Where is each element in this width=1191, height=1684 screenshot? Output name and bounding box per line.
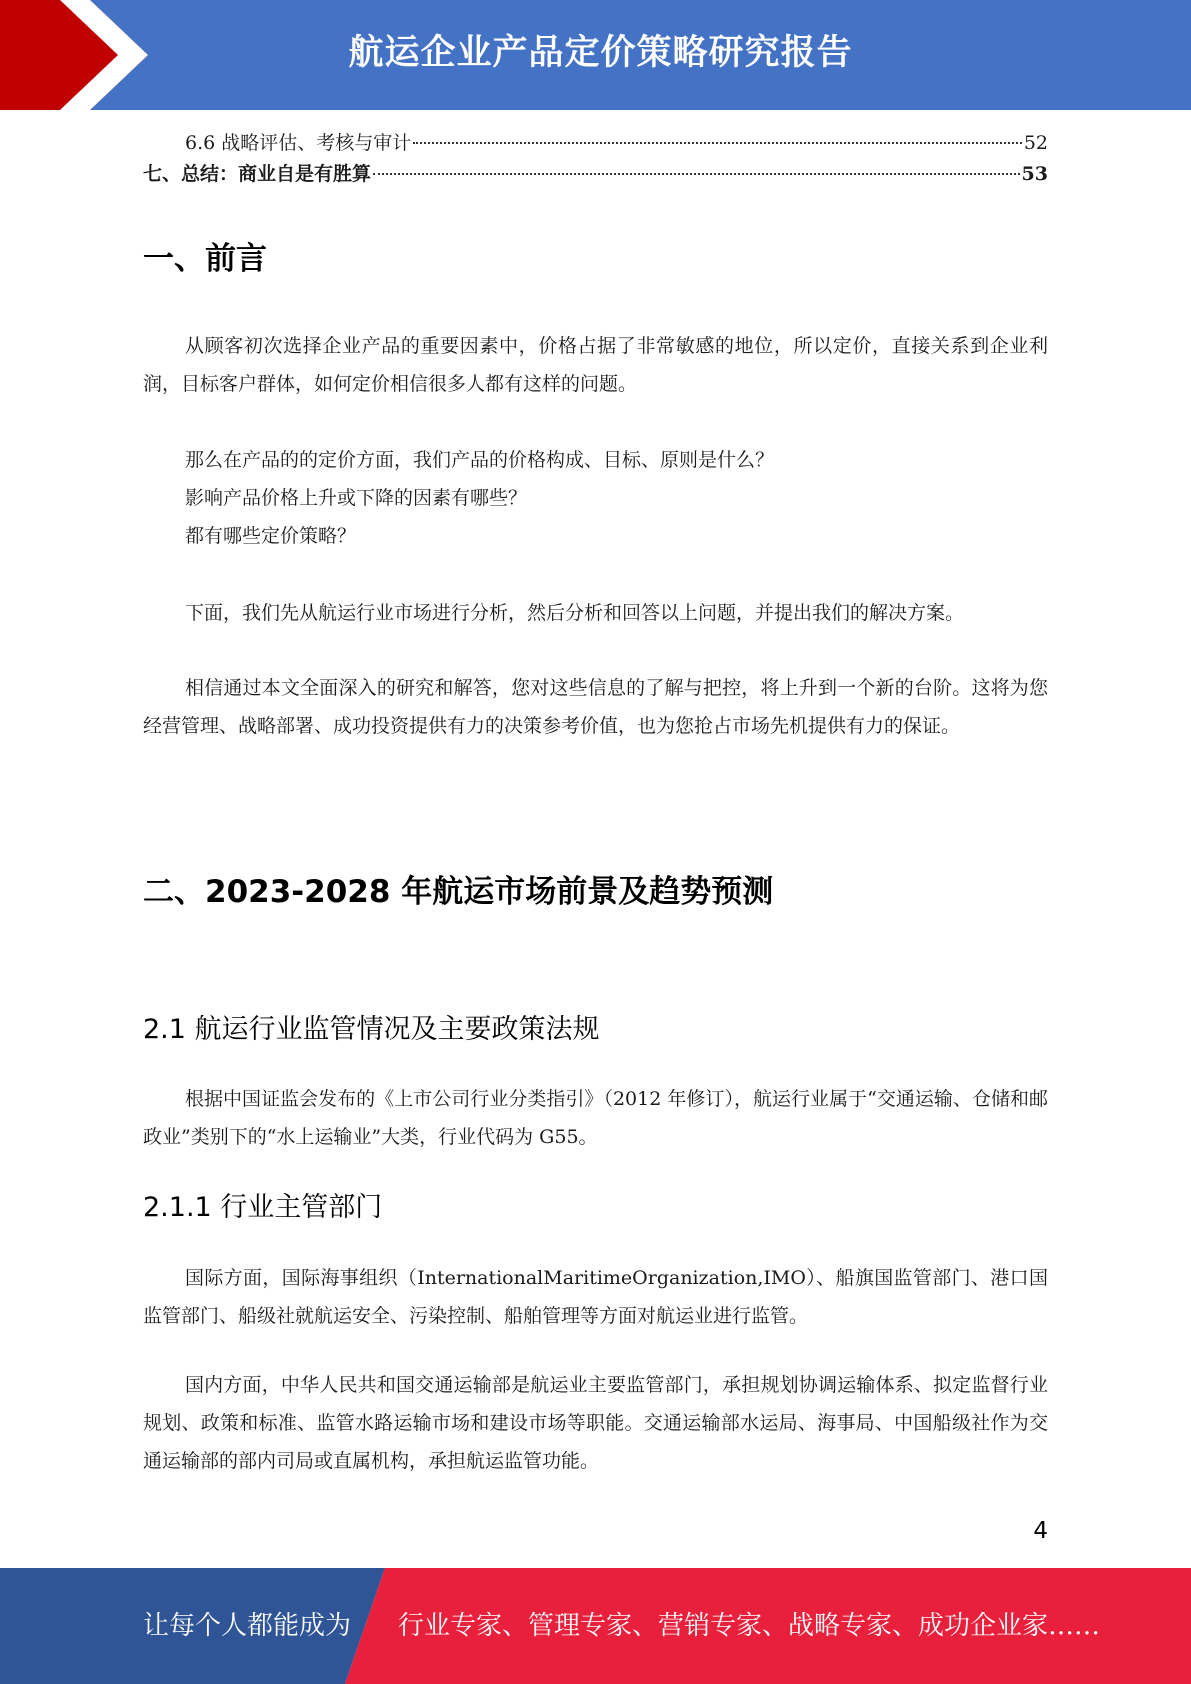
footer-slogan-right: 行业专家、管理专家、营销专家、战略专家、成功企业家…… [398,1611,1101,1641]
regulation-paragraph: 根据中国证监会发布的《上市公司行业分类指引》（2012 年修订），航运行业属于“交通运输、仓储和邮政业”类别下的“水上运输业”大类，行业代码为 G55。 [143,1088,1048,1148]
toc-leader-dots [413,142,1022,144]
toc-entry-page: 52 [1023,132,1048,154]
intro-question-1: 那么在产品的的定价方面，我们产品的价格构成、目标、原则是什么？ [185,449,775,471]
intro-paragraph-2: 下面，我们先从航运行业市场进行分析，然后分析和回答以上问题，并提出我们的解决方案。 [185,602,965,624]
intro-question-3: 都有哪些定价策略？ [185,525,357,547]
page-number: 4 [1033,1518,1048,1544]
intro-question-2: 影响产品价格上升或下降的因素有哪些？ [185,487,528,509]
toc-entry-page: 53 [1021,163,1048,185]
page-header [0,0,1191,110]
toc-entry-label: 6.6 战略评估、考核与审计 [185,132,412,154]
departments-paragraph-2: 国内方面，中华人民共和国交通运输部是航运业主要监管部门，承担规划协调运输体系、拟定监督行业规划、政策和标准、监管水路运输市场和建设市场等职能。交通运输部水运局、海事局、中国船级社作为交通运输部的部内司局或直属机构，承担航运监管功能。 [143,1374,1048,1472]
departments-paragraph-1: 国际方面，国际海事组织（InternationalMaritimeOrganization,IMO）、船旗国监管部门、港口国监管部门、船级社就航运安全、污染控制、船舶管理等方面对航运业进行监管。 [143,1267,1048,1327]
section-heading-intro: 一、前言 [143,241,267,277]
subsection-heading-regulation: 2.1 航运行业监管情况及主要政策法规 [143,1014,600,1045]
section-heading-market: 二、2023-2028 年航运市场前景及趋势预测 [143,874,774,910]
report-title: 航运企业产品定价策略研究报告 [348,33,853,73]
toc-leader-dots [373,173,1020,175]
subsection-heading-departments: 2.1.1 行业主管部门 [143,1192,383,1223]
toc-entry-6-6[interactable] [143,128,1048,156]
footer-slogan-left: 让每个人都能成为 [143,1611,352,1641]
toc-entry-7[interactable] [143,159,1048,187]
page-footer [0,1568,1191,1684]
intro-paragraph-3: 相信通过本文全面深入的研究和解答，您对这些信息的了解与把控，将上升到一个新的台阶。这将为您经营管理、战略部署、成功投资提供有力的决策参考价值，也为您抢占市场先机提供有力的保证。 [143,677,1048,737]
intro-paragraph-1: 从顾客初次选择企业产品的重要因素中，价格占据了非常敏感的地位，所以定价，直接关系到企业利润，目标客户群体，如何定价相信很多人都有这样的问题。 [143,335,1048,395]
toc-entry-label: 七、总结：商业自是有胜算 [143,163,372,185]
